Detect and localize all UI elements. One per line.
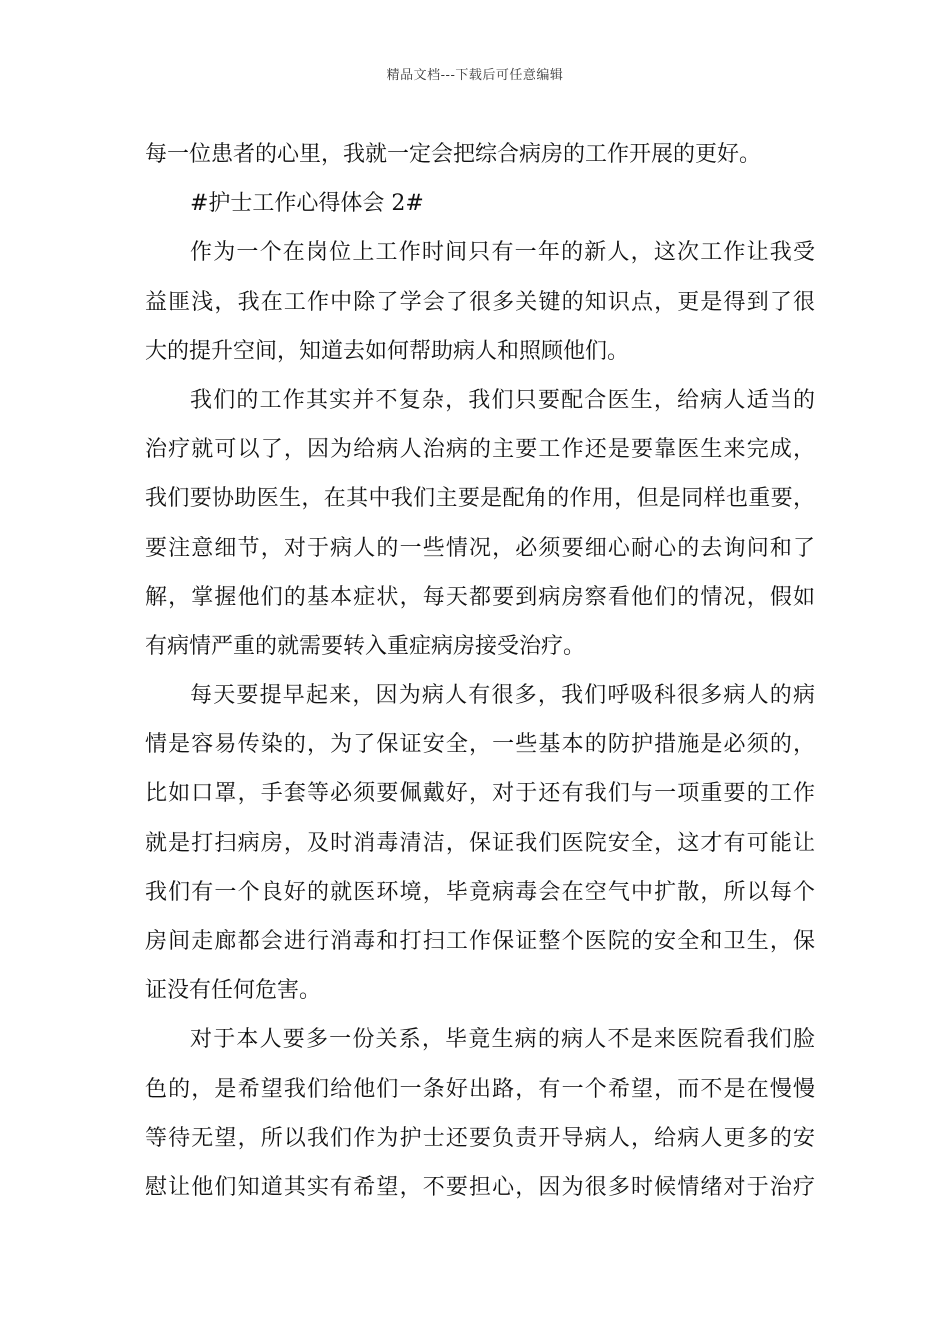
- section-heading: #护士工作心得体会 2#: [190, 191, 424, 217]
- text-line: 益匪浅，我在工作中除了学会了很多关键的知识点，更是得到了很: [145, 289, 815, 315]
- text-line: 房间走廊都会进行消毒和打扫工作保证整个医院的安全和卫生，保: [145, 929, 815, 954]
- text-line: 色的，是希望我们给他们一条好出路，有一个希望，而不是在慢慢: [145, 1076, 815, 1102]
- text-line: 比如口罩，手套等必须要佩戴好，对于还有我们与一项重要的工作: [145, 781, 815, 807]
- page-header: 精品文档---下载后可任意编辑: [386, 68, 564, 83]
- text-line: 有病情严重的就需要转入重症病房接受治疗。: [145, 633, 586, 659]
- text-line: 我们要协助医生，在其中我们主要是配角的作用，但是同样也重要，: [145, 486, 815, 512]
- text-line: 治疗就可以了，因为给病人治病的主要工作还是要靠医生来完成，: [145, 437, 815, 463]
- text-line: 慰让他们知道其实有希望，不要担心，因为很多时候情绪对于治疗: [145, 1174, 815, 1200]
- text-line: 每一位患者的心里，我就一定会把综合病房的工作开展的更好。: [145, 142, 762, 167]
- text-line: 作为一个在岗位上工作时间只有一年的新人，这次工作让我受: [190, 240, 815, 266]
- text-line: 每天要提早起来，因为病人有很多，我们呼吸科很多病人的病: [190, 683, 815, 709]
- text-line: 证没有任何危害。: [145, 978, 322, 1004]
- text-line: 对于本人要多一份关系，毕竟生病的病人不是来医院看我们脸: [190, 1027, 815, 1053]
- text-line: 大的提升空间，知道去如何帮助病人和照顾他们。: [145, 338, 630, 364]
- text-line: 我们有一个良好的就医环境，毕竟病毒会在空气中扩散，所以每个: [145, 879, 815, 905]
- text-line: 解，掌握他们的基本症状，每天都要到病房察看他们的情况，假如: [145, 584, 815, 610]
- text-line: 等待无望，所以我们作为护士还要负责开导病人，给病人更多的安: [145, 1125, 815, 1151]
- text-line: 要注意细节，对于病人的一些情况，必须要细心耐心的去询问和了: [145, 535, 815, 561]
- text-line: 就是打扫病房，及时消毒清洁，保证我们医院安全，这才有可能让: [145, 830, 815, 856]
- document-body: [145, 130, 815, 1212]
- text-line: 我们的工作其实并不复杂，我们只要配合医生，给病人适当的: [190, 387, 815, 413]
- text-line: 情是容易传染的，为了保证安全，一些基本的防护措施是必须的，: [145, 732, 815, 758]
